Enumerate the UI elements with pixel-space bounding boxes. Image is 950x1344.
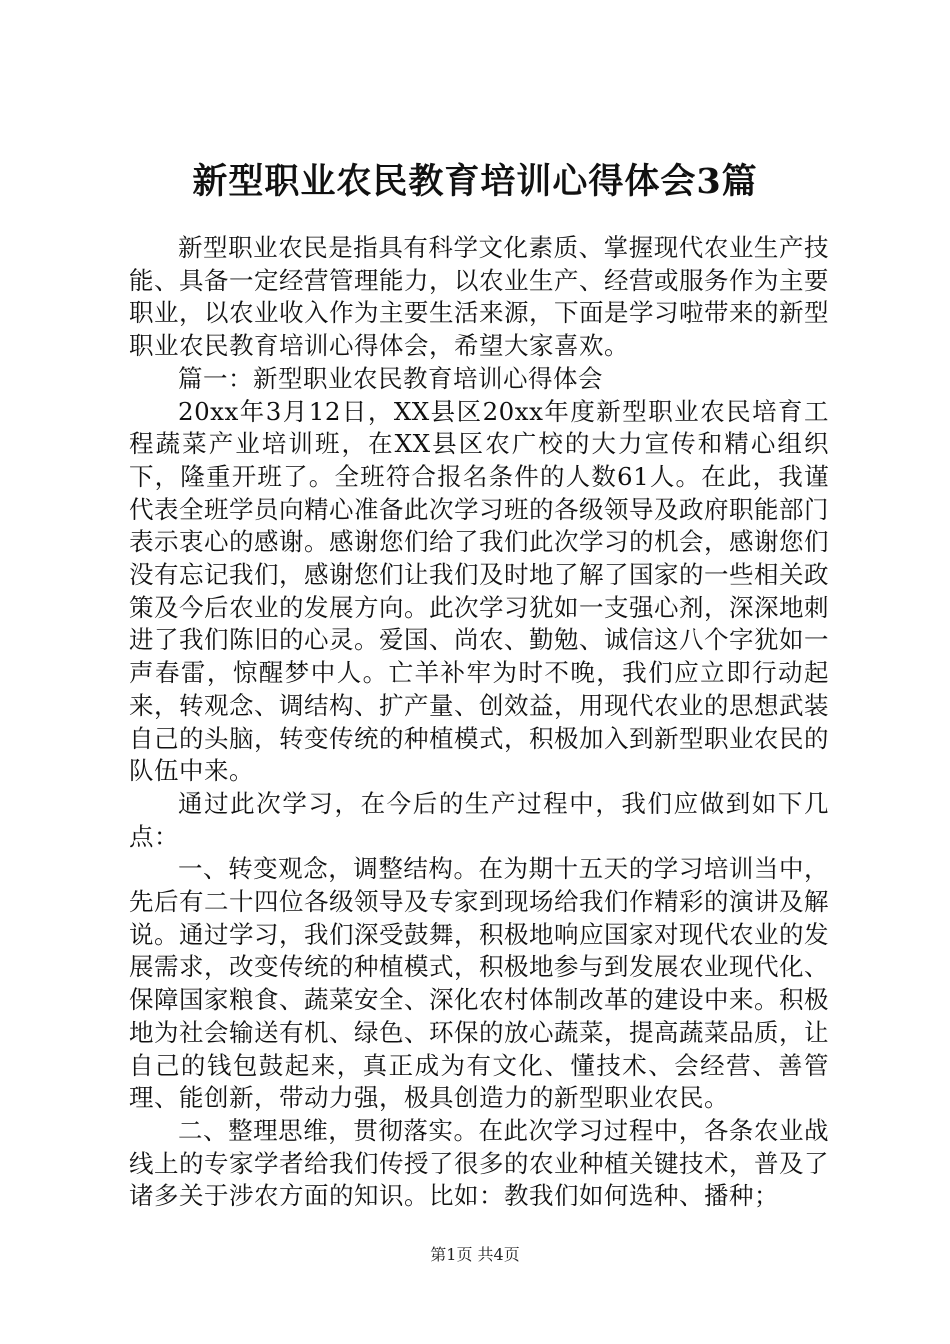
section-heading: 篇一：新型职业农民教育培训心得体会 [178, 363, 603, 393]
body-paragraph: 二、整理思维，贯彻落实。在此次学习过程中，各条农业战线上的专家学者给我们传授了很多的农业种植关键技术，普及了诸多关于涉农方面的知识。比如：教我们如何选种、播种； [129, 1115, 829, 1211]
page-number-footer: 第1页 共4页 [430, 1245, 520, 1264]
document-body [129, 232, 829, 1213]
document-title: 新型职业农民教育培训心得体会3篇 [192, 161, 758, 202]
body-paragraph: 通过此次学习，在今后的生产过程中，我们应做到如下几点： [129, 788, 829, 851]
intro-paragraph: 新型职业农民是指具有科学文化素质、掌握现代农业生产技能、具备一定经营管理能力，以农业生产、经营或服务作为主要职业，以农业收入作为主要生活来源，下面是学习啦带来的新型职业农民教育培训心得体会，希望大家喜欢。 [129, 233, 829, 361]
body-paragraph: 20xx年3月12日，XX县区20xx年度新型职业农民培育工程蔬菜产业培训班，在XX县区农广校的大力宣传和精心组织下，隆重开班了。全班符合报名条件的人数61人。在此，我谨代表全班学员向精心准备此次学习班的各级领导及政府职能部门表示衷心的感谢。感谢您们给了我们此次学习的机会，感谢您们没有忘记我们，感谢您们让我们及时地了解了国家的一些相关政策及今后农业的发展方向。此次学习犹如一支强心剂，深深地刺进了我们陈旧的心灵。爱国、尚农、勤勉、诚信这八个字犹如一声春雷，惊醒梦中人。亡羊补牢为时不晚，我们应立即行动起来，转观念、调结构、扩产量、创效益，用现代农业的思想武装自己的头脑，转变传统的种植模式，积极加入到新型职业农民的队伍中来。 [129, 396, 829, 786]
body-paragraph: 一、转变观念，调整结构。在为期十五天的学习培训当中，先后有二十四位各级领导及专家到现场给我们作精彩的演讲及解说。通过学习，我们深受鼓舞，积极地响应国家对现代农业的发展需求，改变传统的种植模式，积极地参与到发展农业现代化、保障国家粮食、蔬菜安全、深化农村体制改革的建设中来。积极地为社会输送有机、绿色、环保的放心蔬菜，提高蔬菜品质，让自己的钱包鼓起来，真正成为有文化、懂技术、会经营、善管理、能创新，带动力强，极具创造力的新型职业农民。 [129, 854, 829, 1113]
